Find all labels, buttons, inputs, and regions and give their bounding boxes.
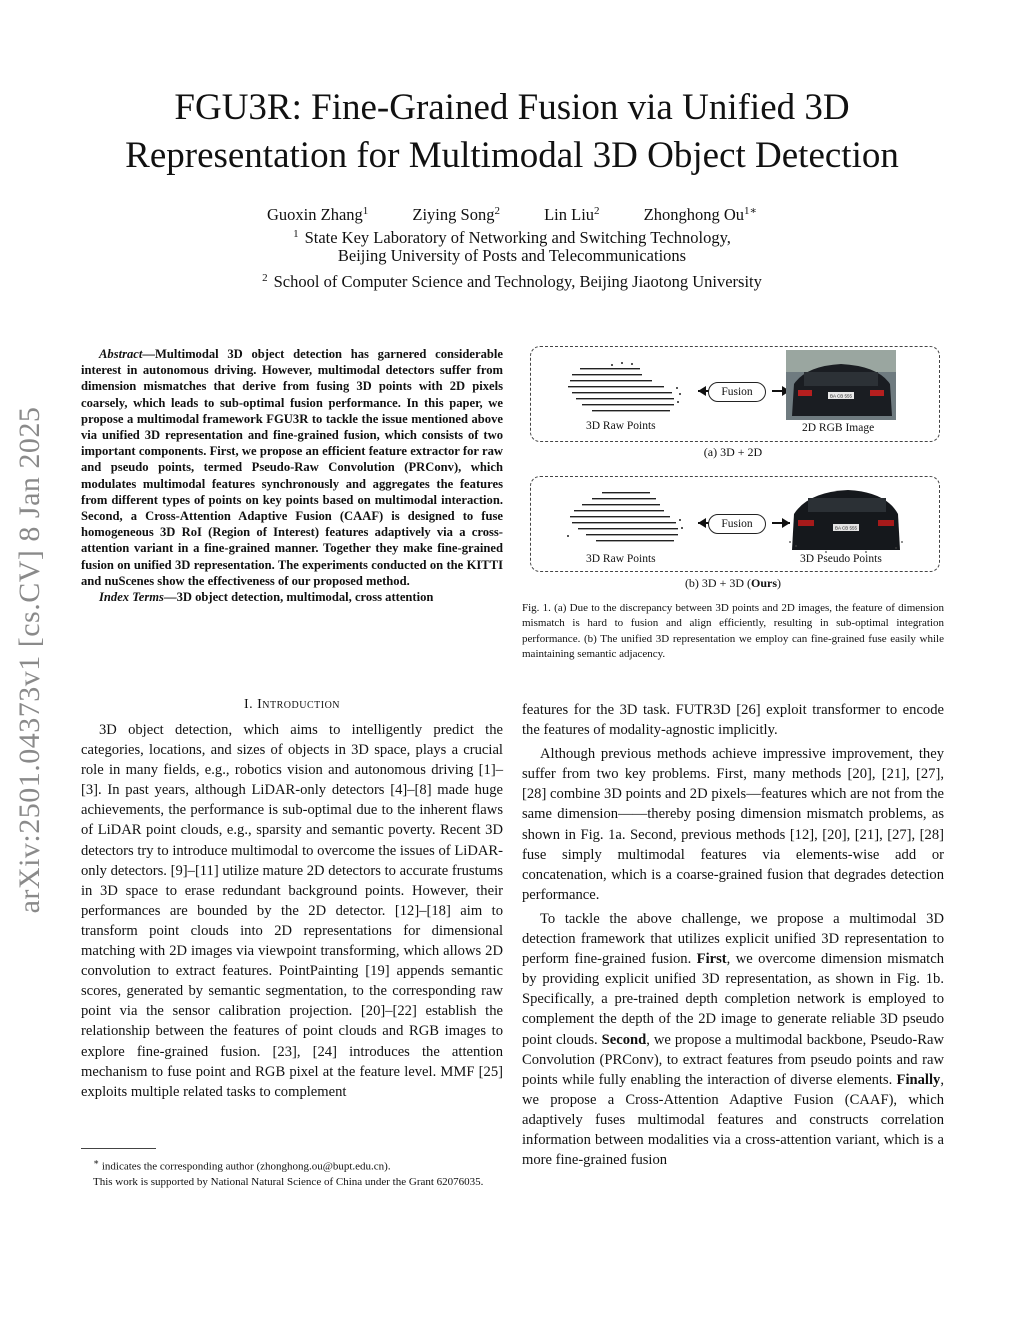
abstract-text: Abstract—Multimodal 3D object detection has garnered considerable interest in autonomous driving. However, multimodal detectors suffer from dimension mismatches that derive from fusing 3D points with 2D pixels coarsely, which leads to sub-optimal fusion performance. In this paper, we propose a multimodal framework FGU3R to tackle the issue mentioned above via unified 3D representation and fine-grained fusion, which consists of two important components. First, we propose an efficient feature extractor for raw and pseudo points, termed Pseudo-Raw Convolution (PRConv), which modulates multimodal features synchronously and aggregates the features from different types of points on key points based on multimodal interaction. Second, a Cross-Attention Adaptive Fusion (CAAF) is designed to fuse homogeneous 3D RoI (Region of Interest) features adaptively via a cross-attention variant in a fine-grained manner. Together they make fine-grained fusion on unified 3D representation. The experiments conducted on the KITTI and nuScenes show the effectiveness of our proposed method. (81, 347, 503, 588)
footnote-corresponding: ∗ indicates the corresponding author (zhonghong.ou@bupt.edu.cn). (93, 1157, 391, 1173)
pseudo-points-label: 3D Pseudo Points (800, 553, 882, 565)
section-heading: I. Introduction (243, 697, 341, 712)
pseudo-points-illustration (786, 480, 906, 554)
subcaption-a: (a) 3D + 2D (703, 445, 763, 459)
raw-points-label-b: 3D Raw Points (586, 553, 656, 565)
intro-right-column (522, 700, 944, 1170)
rgb-image-illustration (786, 350, 896, 420)
title-line-1: FGU3R: Fine-Grained Fusion via Unified 3D (174, 87, 850, 128)
paragraph: To tackle the above challenge, we propose a multimodal 3D detection framework that utilizes explicit unified 3D representation to perform fine-grained fusion. First, we overcome dimension mismatch by providing explicit unified 3D representation, as shown in Fig. 1b. Specifically, a pre-trained depth completion network is employed to complement the depth of the 2D image to generate reliable 3D pseudo point clouds. Second, we propose a multimodal backbone, Pseudo-Raw Convolution (PRConv), to extract features from pseudo points and raw points while fully enabling the interaction of diverse elements. Finally, we propose a Cross-Attention Adaptive Fusion (CAAF), which adaptively fuses multimodal features and constructs correlation information between modalities via a cross-attention variant, which is a more fine-grained fusion (522, 910, 945, 1169)
fusion-node-a: Fusion (708, 382, 766, 402)
raw-points-illustration (562, 358, 692, 420)
author: Lin Liu$^2$ (544, 205, 600, 224)
fusion-node-b: Fusion (708, 514, 766, 534)
author: Zhonghong $Ou^{1∗}$ (643, 205, 758, 224)
footnote-rule (81, 1148, 156, 1149)
license-plate-text-a: BA CB 555 (829, 393, 853, 399)
figure-1 (522, 340, 944, 600)
abstract (81, 346, 503, 605)
figure-caption: Fig. 1. (a) Due to the discrepancy between 3D points and 2D images, the feature of dimension mismatch is hard to fusion and align efficiently, resulting in sub-optimal integration performance. (b) The unified 3D representation we employ can fine-grained fuse easily while maintaining semantic adjacency. (522, 602, 944, 660)
intro-left-column (81, 720, 503, 1102)
affiliation-1-line-2: Beijing University of Posts and Telecommunications (337, 246, 687, 265)
license-plate-text-b: BA CB 555 (834, 525, 858, 531)
paragraph: features for the 3D task. FUTR3D [26] exploit transformer to encode the features of modality-agnostic implicitly. (522, 702, 944, 739)
affiliation-1-line-1: $^1$ State Key Laboratory of Networking and Switching Technology, (293, 228, 731, 247)
rgb-image-label: 2D RGB Image (802, 422, 875, 434)
author: Guoxin Zhang$^1$ (266, 205, 369, 224)
arxiv-stamp (8, 360, 52, 960)
footnotes (81, 1155, 503, 1190)
title-line-2: Representation for Multimodal 3D Object Detection (125, 135, 899, 176)
index-terms: Index Terms—3D object detection, multimodal, cross attention (99, 590, 434, 605)
affiliation-2: $^2$ School of Computer Science and Technology, Beijing Jiaotong University (262, 272, 762, 291)
raw-points-illustration-b (562, 486, 692, 552)
author: Ziying Song$^2$ (412, 205, 500, 224)
paragraph: 3D object detection, which aims to intelligently predict the categories, locations, and sizes of objects in 3D space, plays a crucial role in many fields, e.g., robotics vision and autonomous driving [1]–[3]. In past years, although LiDAR-only detectors [4]–[8] made huge achievements, the performance is sub-optimal due to the inherent flaws of LiDAR point clouds, e.g., sparsity and semantic poverty. Recent 3D detectors try to introduce multimodal to overcome the issues of LiDAR-only detectors. [9]–[11] utilize mature 2D detectors to accurate frustums in 3D space to erase redundant background points. However, their performances are bounded by the 2D detector. [12]–[18] aim to transform point clouds into 2D representations for dimensional matching with 2D images via viewpoint transforming, which allows 2D convolution to extract features. PointPainting [19] appends semantic scores, generated by semantic segmentation, to the corresponding raw point via the sensor calibration projection. [20]–[22] establish the relationship between the features of point clouds and RGB images to explore fine-grained fusion. [23], [24] introduces the attention mechanism to fuse point and RGB pixel at the feature level. MMF [25] exploits multiple related tasks to complement (81, 722, 503, 1100)
subcaption-b: (b) 3D + 3D (Ours) (684, 576, 782, 590)
paper-title (60, 84, 964, 180)
paragraph: Although previous methods achieve impressive improvement, they suffer from two key problems. First, many methods [20], [21], [27], [28] combine 3D points and 2D pixels—features which are not from the same dimension——thereby posing dimension mismatch problems, as shown in Fig. 1a. Second, previous methods [12], [20], [21], [27], [28] fuse simply multimodal features via elements-wise add or concatenation, which is a coarse-grained fusion that degrades detection performance. (522, 746, 944, 903)
footnote-funding: This work is supported by National Natural Science of China under the Grant 62076035. (93, 1175, 484, 1188)
raw-points-label-a: 3D Raw Points (586, 420, 656, 432)
arxiv-identifier: arXiv:2501.04373v1 [cs.CV] 8 Jan 2025 (13, 406, 46, 914)
